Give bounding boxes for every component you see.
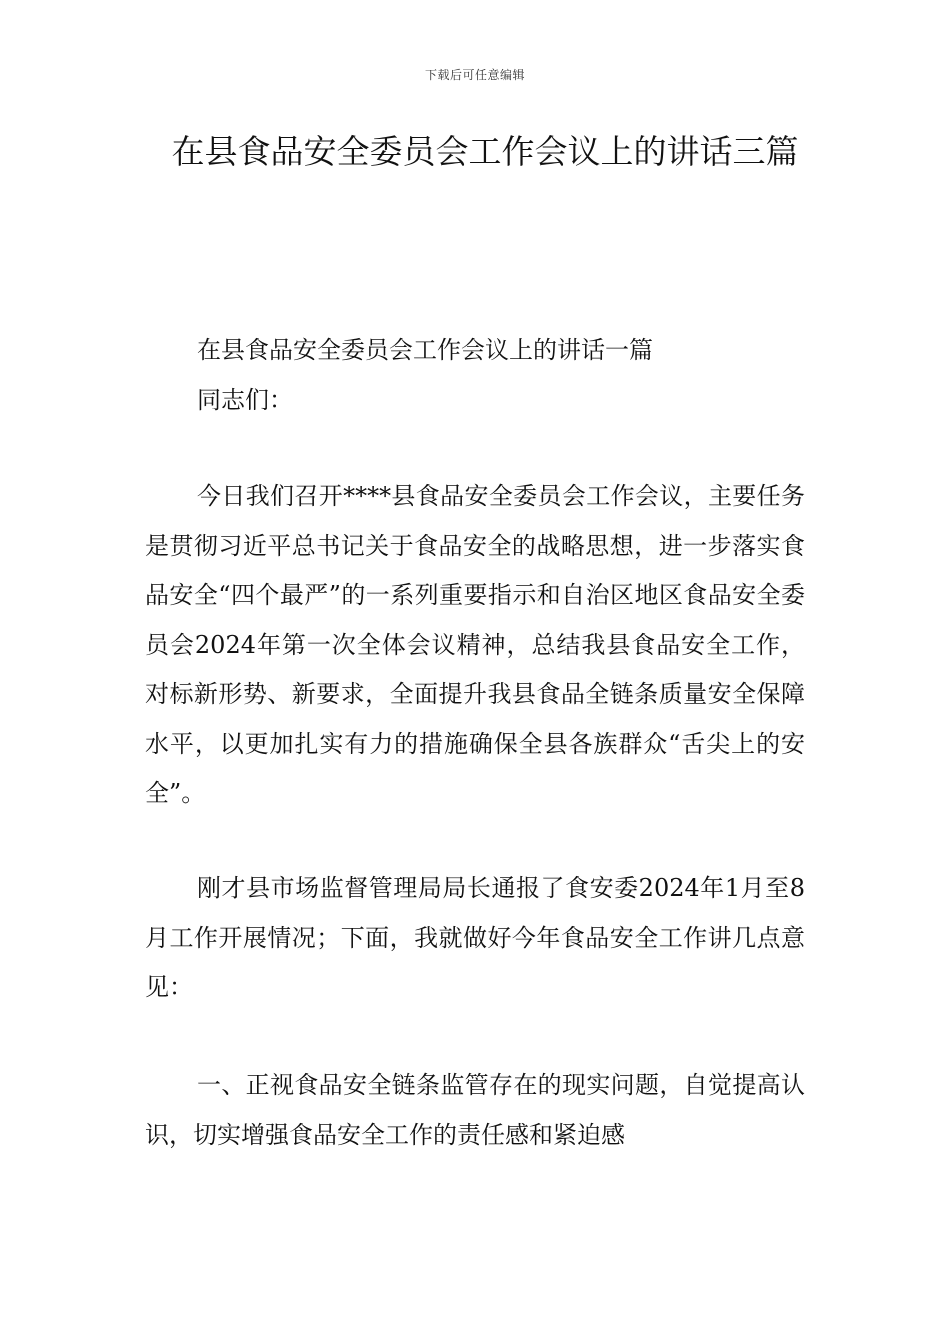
section-heading-1: 一、正视食品安全链条监管存在的现实问题，自觉提高认识，切实增强食品安全工作的责任感和紧迫感 [145,1071,805,1149]
paragraph: 今日我们召开****县食品安全委员会工作会议，主要任务是贯彻习近平总书记关于食品安全的战略思想，进一步落实食品安全“四个最严”的一系列重要指示和自治区地区食品安全委员会2024年第一次全体会议精神，总结我县食品安全工作，对标新形势、新要求，全面提升我县食品全链条质量安全保障水平，以更加扎实有力的措施确保全县各族群众“舌尖上的安全”。 [145,482,805,807]
paragraph: 刚才县市场监督管理局局长通报了食安委2024年1月至8月工作开展情况；下面，我就做好今年食品安全工作讲几点意见： [145,874,805,1001]
section-subtitle: 在县食品安全委员会工作会议上的讲话一篇 [197,336,653,364]
header-note: 下载后可任意编辑 [424,68,525,82]
salutation: 同志们： [197,385,293,414]
paragraph-block-1 [145,472,805,819]
paragraph-block-3 [145,1061,805,1160]
subtitle-block [145,326,805,425]
document-title: 在县食品安全委员会工作会议上的讲话三篇 [171,132,799,171]
paragraph-block-2 [145,864,805,1013]
